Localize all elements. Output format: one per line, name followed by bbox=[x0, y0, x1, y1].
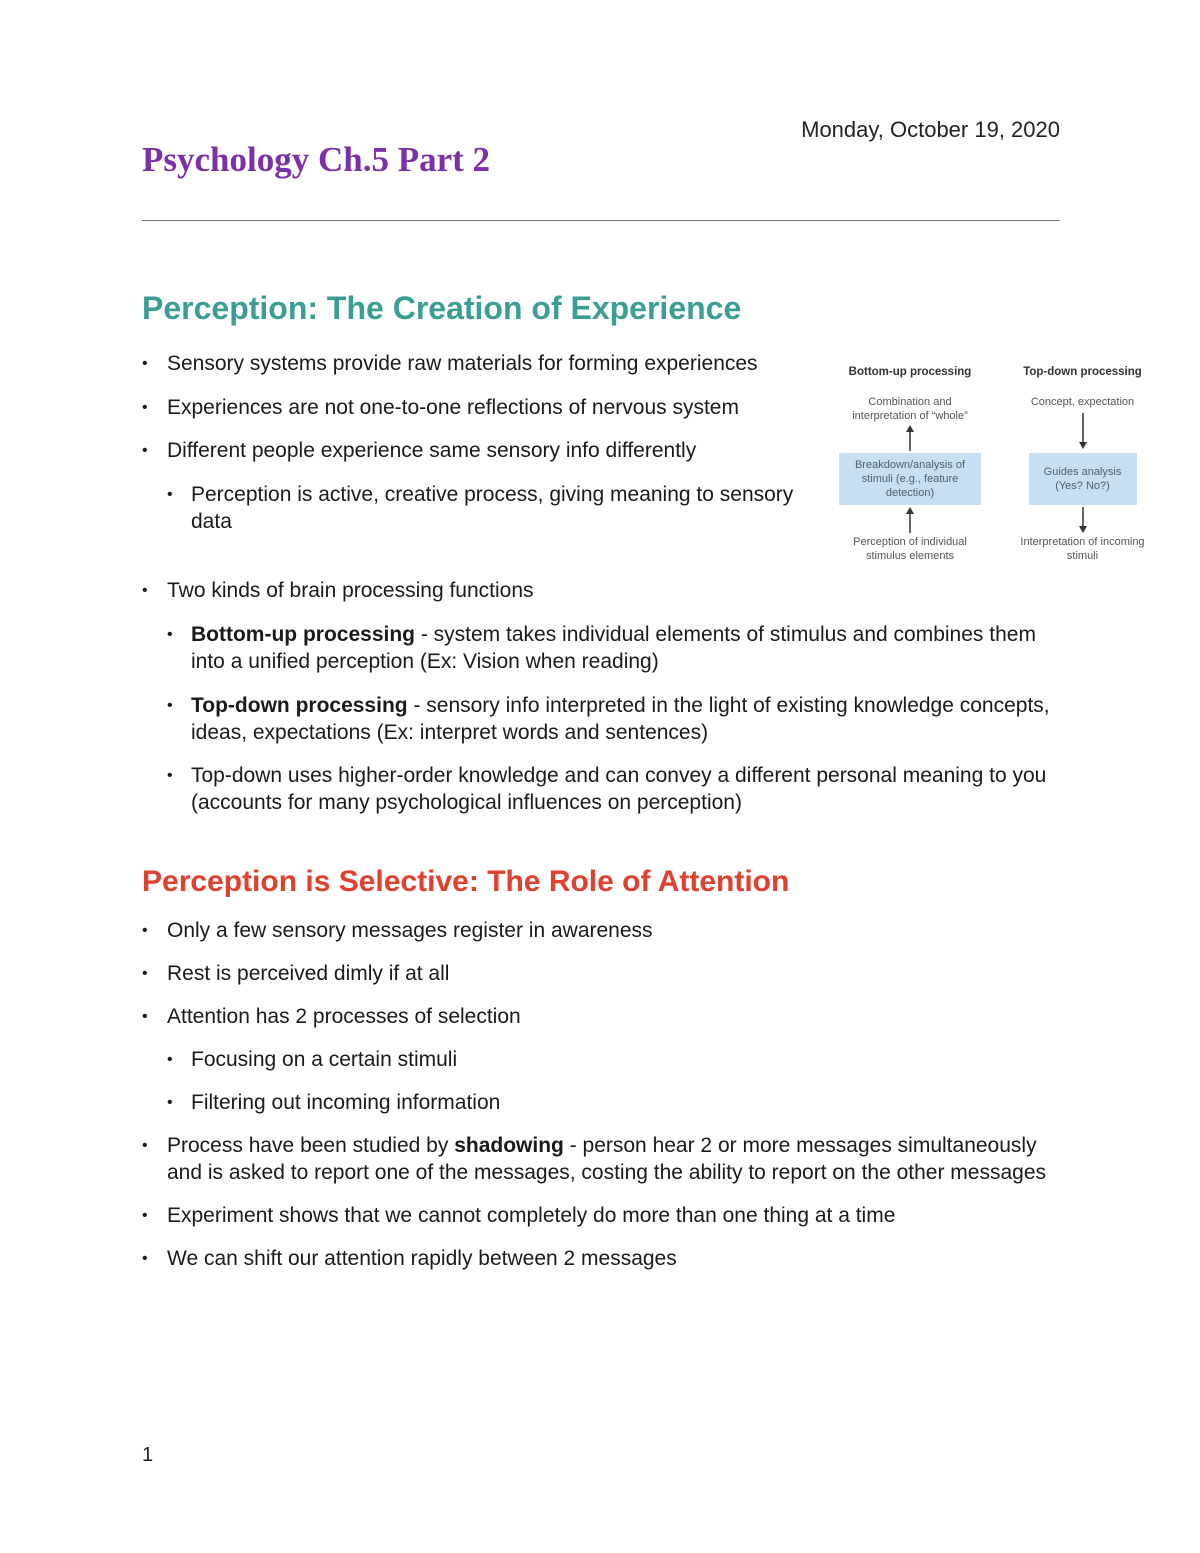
arrow-down-icon bbox=[1020, 505, 1145, 535]
top-down-analysis-box: Guides analysis (Yes? No?) bbox=[1029, 453, 1137, 505]
title-divider bbox=[142, 220, 1060, 221]
section-heading-perception: Perception: The Creation of Experience bbox=[142, 290, 742, 326]
perception-bullet-list bbox=[142, 350, 832, 535]
list-item: • Filtering out incoming information bbox=[142, 1089, 1072, 1116]
shadowing-term: shadowing bbox=[454, 1134, 564, 1157]
list-item: • Focusing on a certain stimuli bbox=[142, 1046, 1072, 1073]
shadowing-intro: Process have been studied by bbox=[167, 1134, 455, 1157]
list-item: • Experiences are not one-to-one reflections of nervous system bbox=[142, 394, 832, 421]
list-item: • We can shift our attention rapidly between 2 messages bbox=[142, 1245, 1072, 1272]
list-item: • Experiment shows that we cannot completely do more than one thing at a time bbox=[142, 1202, 1072, 1229]
list-item: • Perception is active, creative process, giving meaning to sensory data bbox=[142, 481, 832, 535]
section-heading-attention: Perception is Selective: The Role of Attention bbox=[142, 865, 790, 898]
shadowing-definition: - person hear 2 or more messages simultaneously and is asked to report one of the messages, costing the ability to report on the other messages bbox=[167, 1134, 1047, 1184]
top-down-column bbox=[1020, 365, 1145, 563]
list-item bbox=[142, 1132, 1072, 1186]
arrow-up-icon bbox=[836, 505, 984, 535]
list-item: • Only a few sensory messages register in awareness bbox=[142, 917, 1072, 944]
processing-diagram bbox=[830, 365, 1150, 580]
page-number: 1 bbox=[142, 1444, 154, 1466]
list-item: • Top-down uses higher-order knowledge and can convey a different personal meaning to you (accounts for many psychological influences on perception) bbox=[142, 762, 1072, 816]
list-item: • Attention has 2 processes of selection bbox=[142, 1003, 1072, 1030]
bottom-up-input: Perception of individual stimulus elements bbox=[853, 536, 967, 562]
attention-bullet-list bbox=[142, 917, 1072, 1272]
list-item: • Rest is perceived dimly if at all bbox=[142, 960, 1072, 987]
bottom-up-definition: - system takes individual elements of stimulus and combines them into a unified perception (Ex: Vision when reading) bbox=[191, 623, 1036, 673]
document-title: Psychology Ch.5 Part 2 bbox=[142, 140, 491, 179]
bottom-up-analysis-box: Breakdown/analysis of stimuli (e.g., feature detection) bbox=[839, 453, 981, 505]
arrow-up-icon bbox=[836, 423, 984, 453]
top-down-input: Concept, expectation bbox=[1030, 396, 1135, 408]
bottom-up-heading: Bottom-up processing bbox=[848, 366, 972, 378]
bottom-up-term: Bottom-up processing bbox=[191, 623, 415, 646]
list-item: • Sensory systems provide raw materials for forming experiences bbox=[142, 350, 832, 377]
processing-bullet-list bbox=[142, 577, 1072, 816]
list-item: • Different people experience same sensory info differently bbox=[142, 437, 832, 464]
top-down-definition: - sensory info interpreted in the light of existing knowledge concepts, ideas, expectations (Ex: interpret words and sentences) bbox=[191, 694, 1050, 744]
top-down-result: Interpretation of incoming stimuli bbox=[1020, 536, 1145, 562]
list-item: • Two kinds of brain processing functions bbox=[142, 577, 1072, 604]
arrow-down-icon bbox=[1020, 409, 1145, 453]
bottom-up-column bbox=[836, 365, 984, 563]
document-date: Monday, October 19, 2020 bbox=[801, 117, 1060, 142]
list-item bbox=[142, 692, 1072, 746]
list-item bbox=[142, 621, 1072, 675]
top-down-term: Top-down processing bbox=[191, 694, 408, 717]
bottom-up-result: Combination and interpretation of “whole” bbox=[852, 396, 968, 422]
top-down-heading: Top-down processing bbox=[1023, 366, 1142, 378]
